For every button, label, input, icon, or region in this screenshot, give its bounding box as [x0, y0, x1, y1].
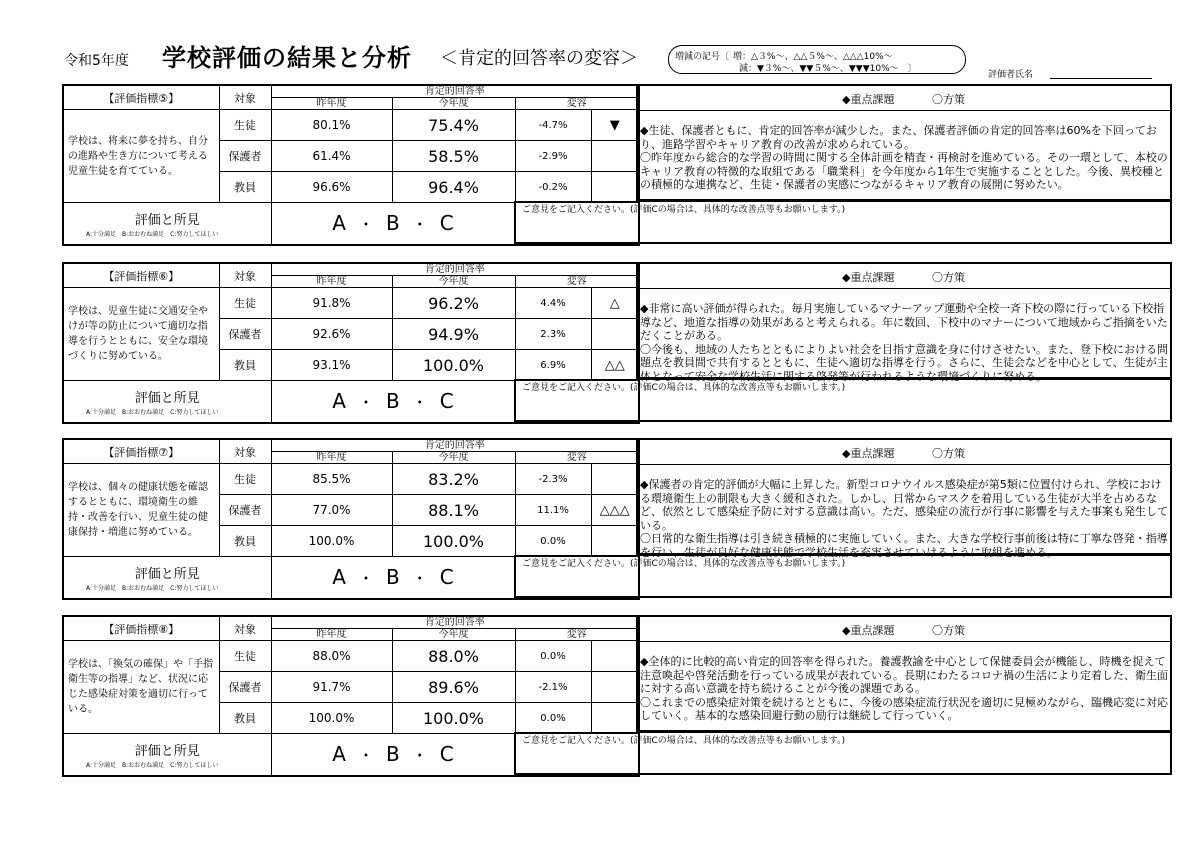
target-header: 対象: [219, 85, 271, 110]
grade-a-option[interactable]: A: [332, 211, 346, 236]
change-symbol: △: [591, 288, 639, 319]
change-symbol: [591, 526, 639, 557]
analysis-box: [636, 438, 1172, 559]
rate-header: 肯定的回答率: [271, 85, 639, 98]
evaluation-label-cell: [63, 203, 271, 245]
change-value: -2.3%: [515, 464, 591, 495]
grade-separator: ・: [411, 746, 428, 766]
target-cell: 保護者: [219, 141, 271, 172]
comment-prompt: ご意見をご記入ください。(評価Cの場合は、具体的な改善点等もお願いします。): [522, 383, 846, 393]
this-year-rate: 75.4%: [392, 110, 515, 141]
change-symbol: △△△: [591, 495, 639, 526]
comment-prompt: ご意見をご記入ください。(評価Cの場合は、具体的な改善点等もお願いします。): [522, 736, 846, 746]
change-value: 6.9%: [515, 350, 591, 381]
target-cell: 生徒: [219, 288, 271, 319]
target-cell: 教員: [219, 526, 271, 557]
grade-b-option[interactable]: B: [385, 742, 400, 767]
evaluation-label-cell: [63, 381, 271, 423]
change-symbol: [591, 319, 639, 350]
indicator-section-6: [62, 262, 1172, 422]
target-cell: 生徒: [219, 110, 271, 141]
change-header: 変容: [515, 452, 639, 464]
comment-prompt: ご意見をご記入ください。(評価Cの場合は、具体的な改善点等もお願いします。): [522, 559, 846, 569]
target-header: 対象: [219, 263, 271, 288]
this-year-header: 今年度: [392, 629, 515, 641]
analysis-box: [636, 615, 1172, 732]
comment-prompt: ご意見をご記入ください。(評価Cの場合は、具体的な改善点等もお願いします。): [522, 205, 846, 215]
change-symbol: [591, 641, 639, 672]
target-cell: 保護者: [219, 672, 271, 703]
rate-header: 肯定的回答率: [271, 439, 639, 452]
focus-issue-label: ◆重点課題: [842, 93, 895, 106]
this-year-rate: 94.9%: [392, 319, 515, 350]
indicator-title: 【評価指標⑦】: [63, 439, 219, 464]
grade-separator: ・: [357, 393, 374, 413]
this-year-header: 今年度: [392, 452, 515, 464]
grade-b-option[interactable]: B: [385, 211, 400, 236]
legend-title: 増減の記号〔: [675, 52, 730, 62]
this-year-rate: 96.2%: [392, 288, 515, 319]
evaluation-label-cell: [63, 557, 271, 599]
focus-issue-label: ◆重点課題: [842, 271, 895, 284]
change-symbol-legend: [668, 45, 966, 74]
document-header: [0, 0, 1200, 84]
indicator-description: 学校は、将来に夢を持ち、自分の進路や生き方について考える児童生徒を育てている。: [63, 110, 219, 203]
change-header: 変容: [515, 98, 639, 110]
this-year-rate: 100.0%: [392, 350, 515, 381]
measures-label: 〇方策: [932, 271, 965, 284]
analysis-box: [636, 84, 1172, 201]
rate-header: 肯定的回答率: [271, 616, 639, 629]
analysis-text: ◆全体的に比較的高い肯定的回答率を得られた。養護教諭を中心として保健委員会が機能し、時機を捉えて注意喚起や啓発活動を行っている成果が表れている。長期にわたるコロナ禍の生活により定着した、衛生面に対する高い意識を持ち続けることが今後の課題である。 〇これまでの感染症対策を続けるとともに、今後の感染症流行状況を適切に見極めながら、臨機応変に対応していく。基本的な感染回避行動の励行は継続して行っていく。: [640, 655, 1168, 722]
analysis-text: ◆生徒、保護者ともに、肯定的回答率が減少した。また、保護者評価の肯定的回答率は60%を下回っており、進路学習やキャリア教育の改善が求められている。 〇昨年度から総合的な学習の時間に関する全体計画を精査・再検討を進めている。その一環として、本校のキャリア教育の特徴的な取組である「職業科」を今年度から1年生で実施することとした。今後、異校種との積極的な連携など、生徒・保護者の実感につながるキャリア教育の展開に努めたい。: [640, 124, 1168, 191]
grade-a-option[interactable]: A: [332, 389, 346, 414]
indicator-title: 【評価指標⑧】: [63, 616, 219, 641]
table-row: [63, 641, 639, 672]
last-year-rate: 88.0%: [271, 641, 392, 672]
focus-header: [638, 264, 1170, 289]
this-year-rate: 83.2%: [392, 464, 515, 495]
last-year-rate: 96.6%: [271, 172, 392, 203]
evaluation-label: 評価と所見: [134, 391, 200, 407]
last-year-rate: 100.0%: [271, 703, 392, 734]
grade-a-option[interactable]: A: [332, 565, 346, 590]
focus-header: [638, 617, 1170, 642]
target-cell: 教員: [219, 172, 271, 203]
measures-label: 〇方策: [932, 93, 965, 106]
grade-separator: ・: [411, 393, 428, 413]
this-year-rate: 88.0%: [392, 641, 515, 672]
last-year-header: 昨年度: [271, 276, 392, 288]
target-cell: 教員: [219, 350, 271, 381]
legend-increase: 増：△３%～、△△５%～、△△△10%～: [733, 52, 893, 62]
table-row: [63, 288, 639, 319]
focus-header: [638, 86, 1170, 111]
measures-label: 〇方策: [932, 624, 965, 637]
grade-b-option[interactable]: B: [385, 565, 400, 590]
change-value: -0.2%: [515, 172, 591, 203]
grade-options: [271, 203, 515, 245]
last-year-header: 昨年度: [271, 629, 392, 641]
grade-separator: ・: [357, 215, 374, 235]
change-symbol: [591, 703, 639, 734]
evaluation-scale: A:十分満足 B:おおむね満足 C:努力してほしい: [86, 762, 219, 770]
target-header: 対象: [219, 439, 271, 464]
last-year-rate: 100.0%: [271, 526, 392, 557]
change-symbol: [591, 464, 639, 495]
grade-separator: ・: [357, 746, 374, 766]
evaluation-label: 評価と所見: [134, 567, 200, 583]
change-header: 変容: [515, 276, 639, 288]
page-subtitle: ＜肯定的回答率の変容＞: [440, 48, 638, 69]
grade-c-option[interactable]: C: [439, 742, 454, 767]
indicator-description: 学校は、「換気の確保」や「手指衛生等の指導」など、状況に応じた感染症対策を適切に行っている。: [63, 641, 219, 734]
analysis-text: ◆非常に高い評価が得られた。毎月実施しているマナーアップ運動や全校一斉下校の際に行っている下校指導など、地道な指導の効果があると考えられる。年に数回、下校中のマナーについて地域からご指摘をいただくことがある。 〇今後も、地域の人たちとともによりよい社会を目指す意識を身に付けさせたい。また、登下校における問題点を教員間で共有するとともに、生徒へ適切な指導を行う。さらに、生徒会などを中心として、生徒が主体となって安全な学校生活に関する啓発等が行われるような環境づくりに努める。: [640, 302, 1168, 383]
indicator-section-7: [62, 438, 1172, 598]
grade-options: [271, 557, 515, 599]
comment-field[interactable]: [514, 379, 1172, 422]
grade-separator: ・: [411, 569, 428, 589]
this-year-rate: 89.6%: [392, 672, 515, 703]
target-cell: 保護者: [219, 319, 271, 350]
this-year-header: 今年度: [392, 98, 515, 110]
evaluator-name-field[interactable]: [1050, 78, 1152, 79]
last-year-rate: 93.1%: [271, 350, 392, 381]
this-year-header: 今年度: [392, 276, 515, 288]
grade-options: [271, 381, 515, 423]
grade-options: [271, 734, 515, 776]
change-symbol: [591, 172, 639, 203]
target-cell: 生徒: [219, 464, 271, 495]
analysis-text: ◆保護者の肯定的評価が大幅に上昇した。新型コロナウイルス感染症が第5類に位置付けられ、学校における環境衛生上の制限も大きく緩和された。しかし、日常からマスクを着用している生徒が大半を占めるなど、依然として感染症予防に対する意識は高い。ただ、感染症の流行が行事に影響を与えた事案も発生している。 〇日常的な衛生指導は引き続き積極的に実施していく。また、大きな学校行事前後は特に丁寧な啓発・指導を行い、生徒が良好な健康状態で学校生活を充実させていけるように取組を進める。: [640, 478, 1168, 559]
grade-c-option[interactable]: C: [439, 389, 454, 414]
indicator-description: 学校は、児童生徒に交通安全やけが等の防止について適切な指導を行うとともに、安全な環境づくりに努めている。: [63, 288, 219, 381]
evaluation-scale: A:十分満足 B:おおむね満足 C:努力してほしい: [86, 585, 219, 593]
grade-c-option[interactable]: C: [439, 565, 454, 590]
change-value: -2.9%: [515, 141, 591, 172]
comment-field[interactable]: [514, 201, 1172, 244]
change-value: 0.0%: [515, 703, 591, 734]
last-year-rate: 80.1%: [271, 110, 392, 141]
change-value: 0.0%: [515, 641, 591, 672]
grade-c-option[interactable]: C: [439, 211, 454, 236]
last-year-rate: 85.5%: [271, 464, 392, 495]
change-value: -2.1%: [515, 672, 591, 703]
indicator-title: 【評価指標⑥】: [63, 263, 219, 288]
indicator-title: 【評価指標⑤】: [63, 85, 219, 110]
change-value: 11.1%: [515, 495, 591, 526]
target-header: 対象: [219, 616, 271, 641]
last-year-rate: 92.6%: [271, 319, 392, 350]
grade-b-option[interactable]: B: [385, 389, 400, 414]
rate-header: 肯定的回答率: [271, 263, 639, 276]
change-value: 2.3%: [515, 319, 591, 350]
comment-field[interactable]: [514, 555, 1172, 598]
this-year-rate: 88.1%: [392, 495, 515, 526]
this-year-rate: 58.5%: [392, 141, 515, 172]
comment-field[interactable]: [514, 732, 1172, 775]
focus-issue-label: ◆重点課題: [842, 624, 895, 637]
evaluation-scale: A:十分満足 B:おおむね満足 C:努力してほしい: [86, 409, 219, 417]
change-symbol: △△: [591, 350, 639, 381]
analysis-box: [636, 262, 1172, 383]
table-row: [63, 110, 639, 141]
table-row: [63, 464, 639, 495]
fiscal-year: 令和5年度: [64, 53, 129, 69]
target-cell: 生徒: [219, 641, 271, 672]
focus-issue-label: ◆重点課題: [842, 447, 895, 460]
measures-label: 〇方策: [932, 447, 965, 460]
this-year-rate: 96.4%: [392, 172, 515, 203]
target-cell: 教員: [219, 703, 271, 734]
this-year-rate: 100.0%: [392, 526, 515, 557]
change-value: -4.7%: [515, 110, 591, 141]
last-year-rate: 77.0%: [271, 495, 392, 526]
last-year-rate: 91.7%: [271, 672, 392, 703]
grade-separator: ・: [411, 215, 428, 235]
this-year-rate: 100.0%: [392, 703, 515, 734]
change-symbol: ▼: [591, 110, 639, 141]
legend-decrease: 減：▼３%～、▼▼５%～、▼▼▼10%～ 〕: [739, 64, 917, 74]
last-year-rate: 91.8%: [271, 288, 392, 319]
focus-header: [638, 440, 1170, 465]
change-symbol: [591, 672, 639, 703]
evaluator-name-label: 評価者氏名: [988, 70, 1034, 80]
evaluation-label: 評価と所見: [134, 744, 200, 760]
grade-a-option[interactable]: A: [332, 742, 346, 767]
change-value: 0.0%: [515, 526, 591, 557]
change-value: 4.4%: [515, 288, 591, 319]
evaluation-scale: A:十分満足 B:おおむね満足 C:努力してほしい: [86, 231, 219, 239]
last-year-header: 昨年度: [271, 98, 392, 110]
indicator-section-8: [62, 615, 1172, 775]
change-symbol: [591, 141, 639, 172]
indicator-section-5: [62, 84, 1172, 244]
target-cell: 保護者: [219, 495, 271, 526]
change-header: 変容: [515, 629, 639, 641]
indicator-description: 学校は、個々の健康状態を確認するとともに、環境衛生の維持・改善を行い、児童生徒の健康保持・増進に努めている。: [63, 464, 219, 557]
last-year-header: 昨年度: [271, 452, 392, 464]
last-year-rate: 61.4%: [271, 141, 392, 172]
grade-separator: ・: [357, 569, 374, 589]
evaluation-label-cell: [63, 734, 271, 776]
page-title: 学校評価の結果と分析: [162, 44, 412, 72]
evaluation-label: 評価と所見: [134, 213, 200, 229]
